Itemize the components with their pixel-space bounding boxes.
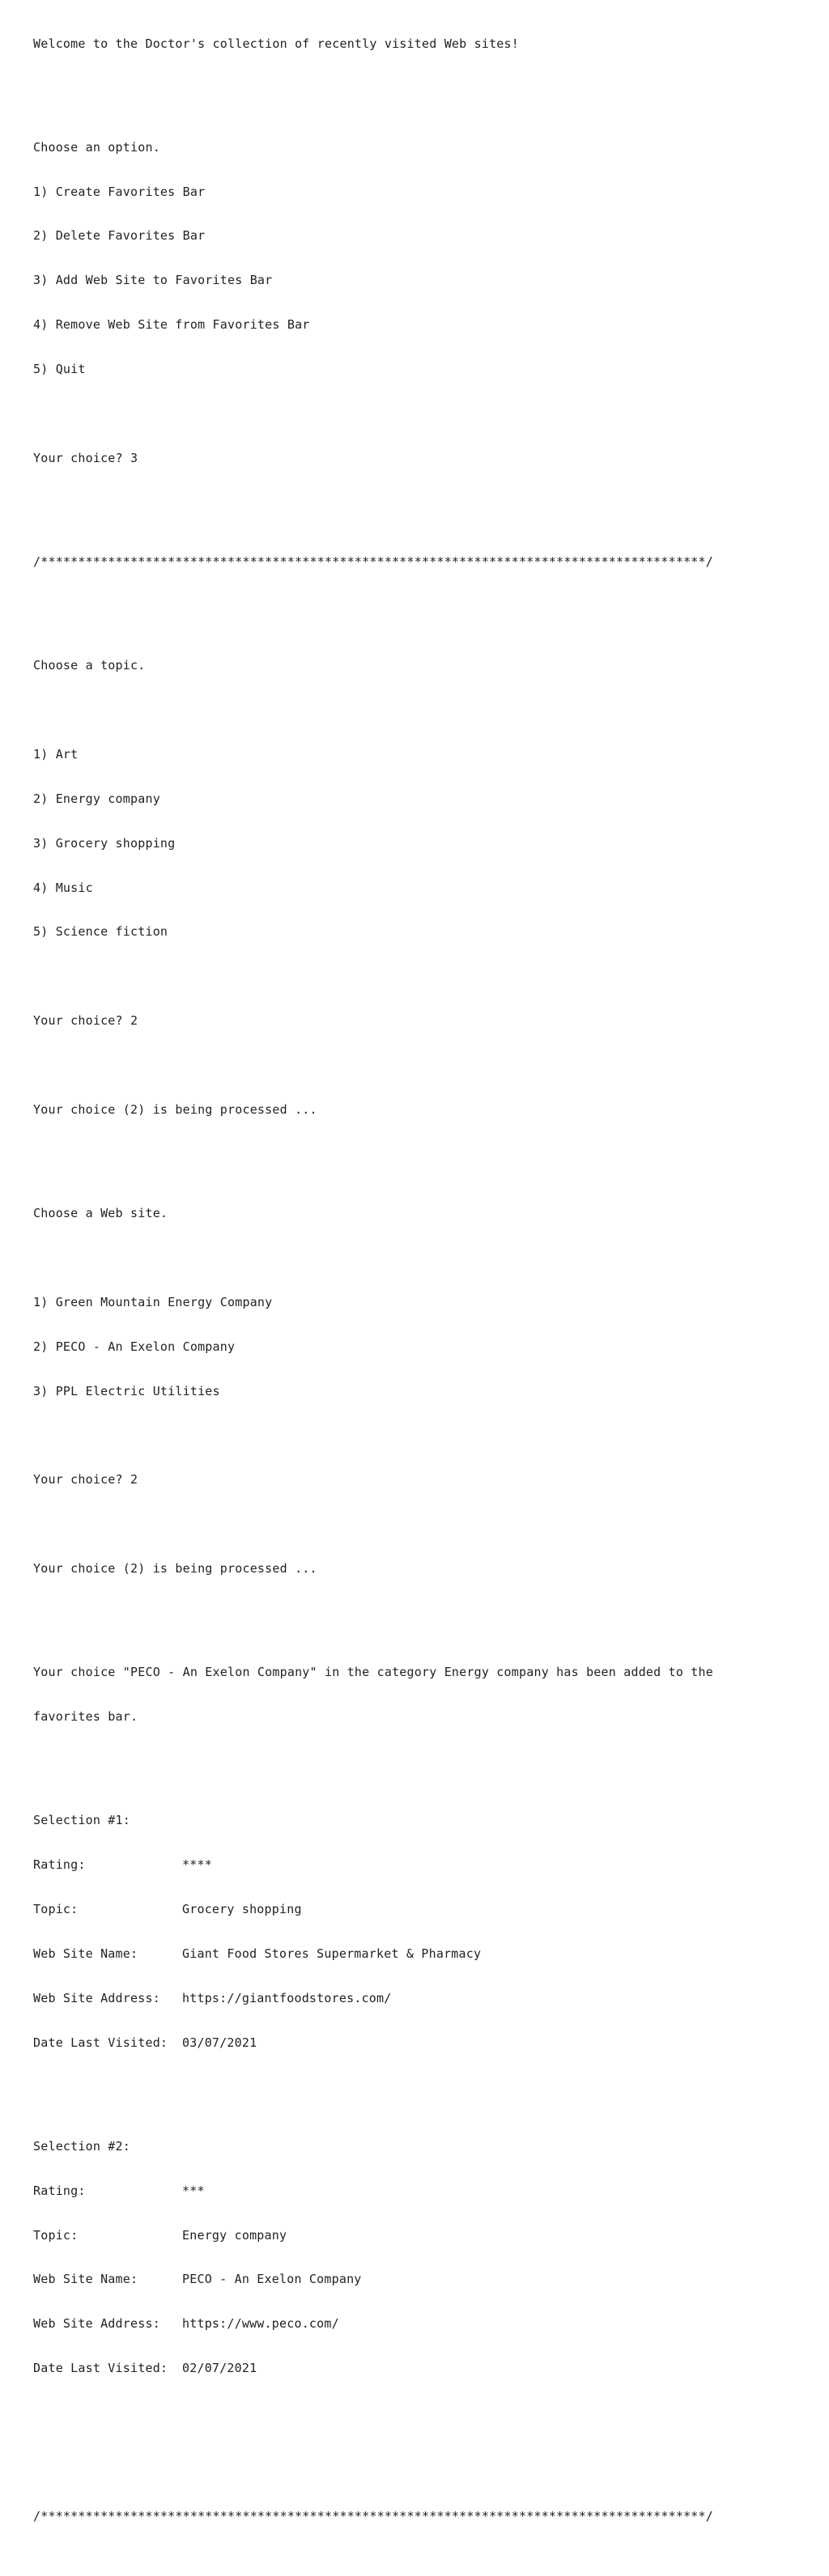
site-address-value: https://giantfoodstores.com/	[182, 1990, 392, 2005]
selection-rating-row	[33, 2183, 810, 2198]
main-menu-item: 2) Delete Favorites Bar	[33, 228, 206, 244]
site-name-value: PECO - An Exelon Company	[182, 2272, 362, 2287]
topic-menu-item: 5) Science fiction	[33, 924, 168, 940]
selection-name-row	[33, 1946, 810, 1961]
field-label: Date Last Visited:	[33, 2361, 168, 2376]
date-value: 02/07/2021	[182, 2361, 257, 2376]
main-menu-prompt: Choose an option.	[33, 139, 160, 155]
bottom-padding	[33, 2553, 810, 2561]
main-menu-choice: Your choice? 3	[33, 450, 138, 465]
rating-value: ****	[182, 1857, 212, 1873]
site-address-value: https://www.peco.com/	[182, 2316, 339, 2332]
rating-value: ***	[182, 2183, 205, 2198]
field-label: Web Site Address:	[33, 2316, 160, 2332]
site-name-value: Giant Food Stores Supermarket & Pharmacy	[182, 1946, 482, 1961]
field-label: Date Last Visited:	[33, 2035, 168, 2050]
main-menu-item: 4) Remove Web Site from Favorites Bar	[33, 317, 310, 333]
site-menu-choice: Your choice? 2	[33, 1472, 138, 1487]
field-label: Rating:	[33, 1857, 86, 1873]
added-message-line-1: Your choice "PECO - An Exelon Company" in the category Energy company has been added to the	[33, 1665, 713, 1680]
blank-line	[33, 2080, 810, 2094]
field-label: Web Site Name:	[33, 2272, 138, 2287]
site-menu-prompt: Choose a Web site.	[33, 1206, 168, 1221]
selection-rating-row	[33, 1857, 810, 1872]
added-message-line-2: favorites bar.	[33, 1709, 138, 1725]
field-label: Topic:	[33, 2227, 79, 2243]
topic-menu-item: 2) Energy company	[33, 791, 160, 806]
blank-line	[33, 495, 810, 510]
selection-topic-row	[33, 2228, 810, 2243]
divider-top: /*****************************************************************************************/	[33, 554, 713, 569]
field-label: Rating:	[33, 2183, 86, 2198]
welcome-message: Welcome to the Doctor's collection of recently visited Web sites!	[33, 36, 519, 51]
blank-line	[33, 406, 810, 421]
main-menu-item: 1) Create Favorites Bar	[33, 184, 206, 199]
blank-line	[33, 1250, 810, 1265]
blank-line	[33, 1147, 810, 1161]
blank-line	[33, 2450, 810, 2464]
main-menu-item: 5) Quit	[33, 362, 86, 377]
blank-line	[33, 702, 810, 717]
selection-name-row	[33, 2272, 810, 2286]
topic-menu-item: 4) Music	[33, 880, 93, 895]
site-menu-item: 2) PECO - An Exelon Company	[33, 1339, 236, 1354]
field-label: Web Site Address:	[33, 1990, 160, 2005]
topic-menu-item: 1) Art	[33, 746, 79, 762]
selection-topic-row	[33, 1902, 810, 1916]
date-value: 03/07/2021	[182, 2035, 257, 2050]
blank-line	[33, 599, 810, 613]
field-label: Web Site Name:	[33, 1946, 138, 1961]
selection-heading: Selection #2:	[33, 2138, 130, 2154]
topic-value: Energy company	[182, 2227, 287, 2243]
selection-date-row	[33, 2035, 810, 2050]
topic-processing-message: Your choice (2) is being processed ...	[33, 1101, 317, 1117]
selection-date-row	[33, 2361, 810, 2375]
blank-line	[33, 80, 810, 95]
topic-menu-choice: Your choice? 2	[33, 1013, 138, 1029]
selection-heading: Selection #1:	[33, 1813, 130, 1828]
topic-menu-item: 3) Grocery shopping	[33, 835, 176, 851]
blank-line	[33, 1428, 810, 1443]
field-label: Topic:	[33, 1902, 79, 1916]
blank-line	[33, 1058, 810, 1072]
topic-menu-prompt: Choose a topic.	[33, 658, 146, 673]
topic-value: Grocery shopping	[182, 1902, 302, 1916]
main-menu-item: 3) Add Web Site to Favorites Bar	[33, 273, 273, 288]
blank-line	[33, 969, 810, 983]
blank-line	[33, 1754, 810, 1768]
blank-line	[33, 1606, 810, 1620]
blank-line	[33, 1517, 810, 1531]
blank-line	[33, 2405, 810, 2420]
console-output	[33, 6, 810, 2576]
site-menu-item: 3) PPL Electric Utilities	[33, 1383, 220, 1398]
selection-address-row	[33, 1991, 810, 2005]
selection-address-row	[33, 2316, 810, 2331]
divider-bottom: /*****************************************************************************************/	[33, 2509, 713, 2524]
site-menu-item: 1) Green Mountain Energy Company	[33, 1294, 273, 1309]
site-processing-message: Your choice (2) is being processed ...	[33, 1561, 317, 1577]
